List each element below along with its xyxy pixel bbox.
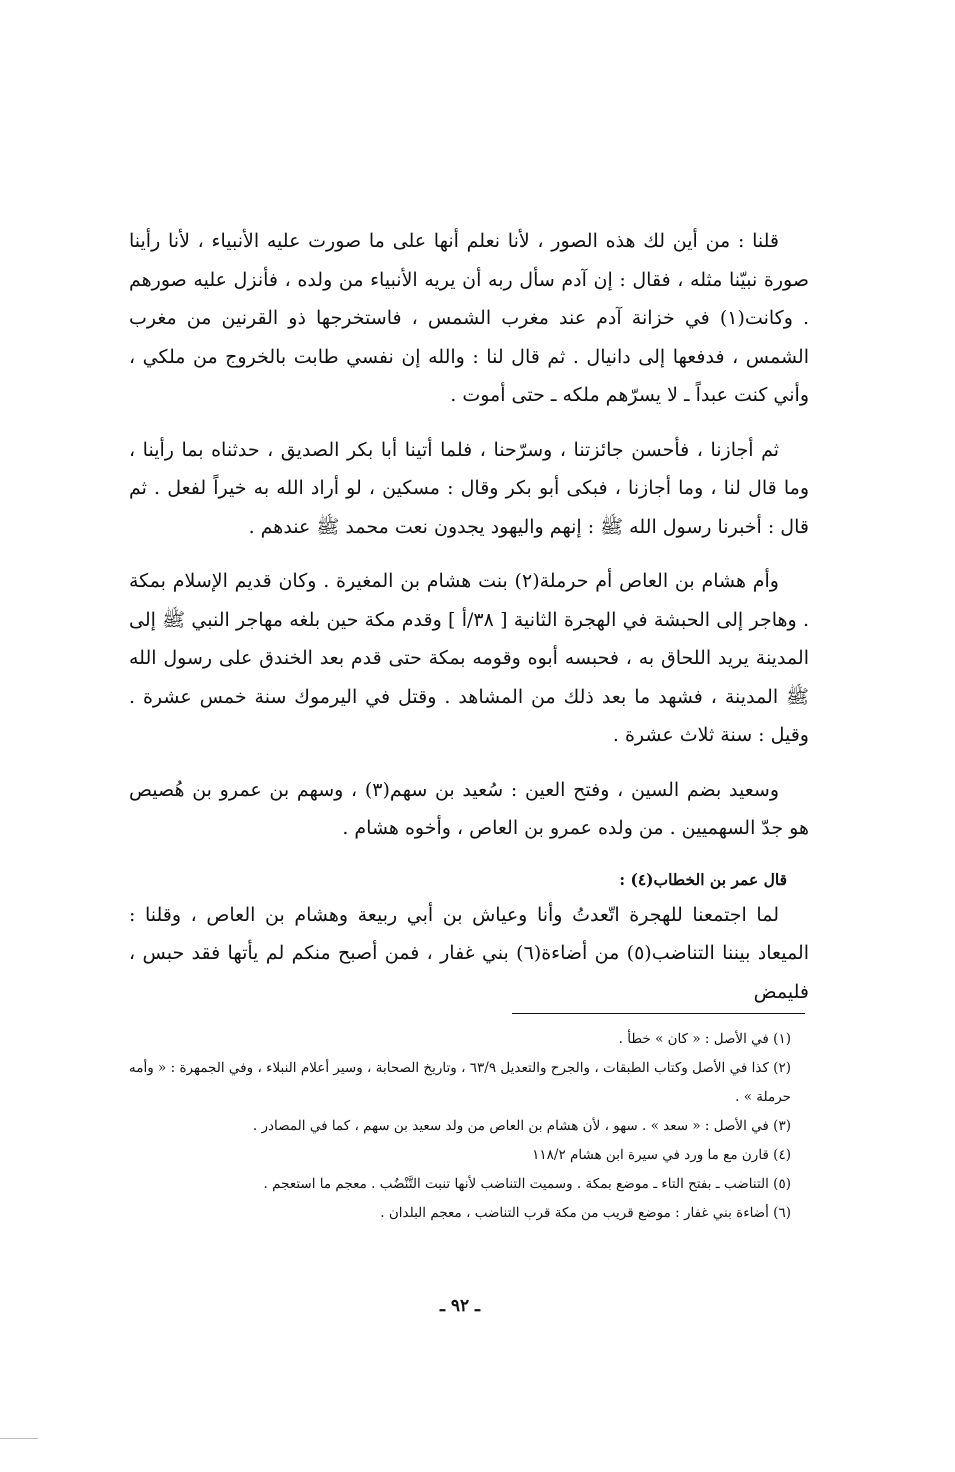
- section-heading: قال عمر بن الخطاب(٤) :: [619, 869, 787, 889]
- footnote-separator: [512, 1013, 805, 1014]
- footnote-6: (٦) أضاءة بني غفار : موضع قريب من مكة قرب التناضب ، معجم البلدان .: [380, 1205, 791, 1221]
- scan-edge-mark: [0, 1438, 38, 1439]
- footnotes: [129, 1025, 809, 1228]
- footnote-1: (١) في الأصل : « كان » خطأ .: [618, 1031, 791, 1047]
- paragraph-2: ثم أجازنا ، فأحسن جائزتنا ، وسرّحنا ، فلما أتينا أبا بكر الصديق ، حدثناه بما رأينا ، وما قال لنا ، وما أجازنا ، فبكى أبو بكر وقال : مسكين ، لو أراد الله به خيراً لفعل . ثم قال : أخبرنا رسول الله ﷺ : إنهم واليهود يجدون نعت محمد ﷺ عندهم .: [129, 438, 809, 538]
- page-number: ـ ٩٢ ـ: [439, 1296, 481, 1316]
- paragraph-4: وسعيد بضم السين ، وفتح العين : سُعيد بن سهم(٣) ، وسهم بن عمرو بن هُصيص هو جدّ السهميين . من ولده عمرو بن العاص ، وأخوه هشام .: [129, 778, 809, 839]
- paragraph-3: وأم هشام بن العاص أم حرملة(٢) بنت هشام بن المغيرة . وكان قديم الإسلام بمكة . وهاجر إلى الحبشة في الهجرة الثانية [ ٣٨/أ ] وقدم مكة حين بلغه مهاجر النبي ﷺ إلى المدينة يريد اللحاق به ، فحبسه أبوه وقومه بمكة حتى قدم بعد الخندق على رسول الله ﷺ المدينة ، فشهد ما بعد ذلك من المشاهد . وقتل في اليرموك سنة خمس عشرة . وقيل : سنة ثلاث عشرة .: [129, 570, 809, 746]
- footnote-3: (٣) في الأصل : « سعد » . سهو ، لأن هشام بن العاص من ولد سعيد بن سهم ، كما في المصادر .: [252, 1118, 791, 1134]
- footnote-4: (٤) قارن مع ما ورد في سيرة ابن هشام ١١٨/٢: [532, 1147, 791, 1163]
- paragraph-5: لما اجتمعنا للهجرة اتّعدتُ وأنا وعياش بن أبي ربيعة وهشام بن العاص ، وقلنا : الميعاد بيننا التناضب(٥) من أضاءة(٦) بني غفار ، فمن أصبح منكم لم يأتها فقد حبس ، فليمض: [129, 903, 810, 1003]
- paragraph-1: قلنا : من أين لك هذه الصور ، لأنا نعلم أنها على ما صورت عليه الأنبياء ، لأنا رأينا صورة نبيّنا مثله ، فقال : إن آدم سأل ربه أن يريه الأنبياء من ولده ، فأنزل عليه صورهم . وكانت(١) في خزانة آدم عند مغرب الشمس ، فاستخرجها ذو القرنين من مغرب الشمس ، فدفعها إلى دانيال . ثم قال لنا : والله إن نفسي طابت بالخروج من ملكي ، وأني كنت عبداً ـ لا يسرّهم ملكه ـ حتى أموت .: [129, 230, 810, 406]
- footnote-5: (٥) التناضب ـ بفتح التاء ـ موضع بمكة . وسميت التناضب لأنها تنبت التَّنْضُب . معجم ما استعجم .: [263, 1176, 791, 1192]
- footnote-2: (٢) كذا في الأصل وكتاب الطبقات ، والجرح والتعديل ٦٣/٩ ، وتاريخ الصحابة ، وسير أعلام النبلاء ، وفي الجمهرة : « وأمه حرملة » .: [129, 1060, 791, 1105]
- main-text: [129, 222, 809, 1027]
